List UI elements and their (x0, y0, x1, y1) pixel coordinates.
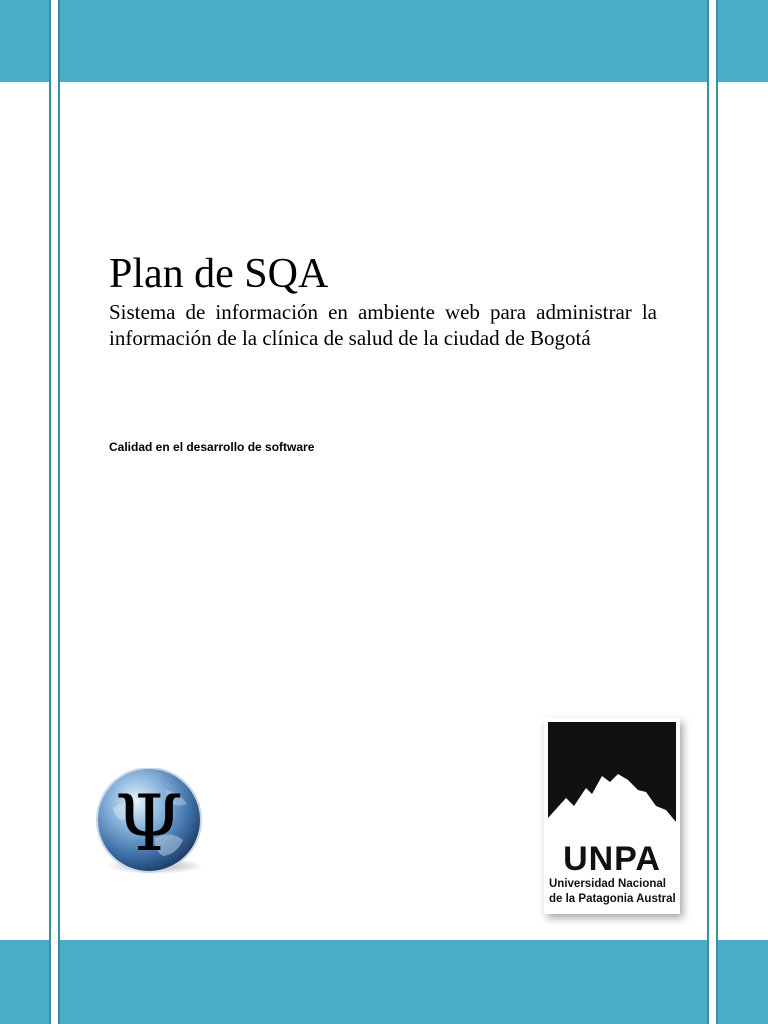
frame-line-left (49, 0, 51, 1024)
svg-text:Ψ: Ψ (114, 779, 184, 869)
frame-line-left-inner (58, 0, 60, 1024)
unpa-logo (544, 718, 680, 914)
page-subtitle: Sistema de información en ambiente web para administrar la información de la clínica de salud de la ciudad de Bogotá (109, 300, 657, 350)
unpa-name: UNPA (563, 840, 661, 878)
top-band-center (60, 0, 707, 82)
page-title: Plan de SQA (109, 251, 329, 297)
bottom-band-right (718, 940, 768, 1024)
unpa-line-2: de la Patagonia Austral (549, 893, 676, 905)
psi-globe-icon (93, 768, 213, 878)
unpa-line-1: Universidad Nacional (549, 878, 666, 890)
bottom-band-center (60, 940, 707, 1024)
frame-line-right-inner (707, 0, 709, 1024)
top-band-right (718, 0, 768, 82)
frame-line-right (716, 0, 718, 1024)
course-name: Calidad en el desarrollo de software (109, 440, 315, 454)
unpa-mountain-logo (544, 718, 680, 840)
bottom-band-left (0, 940, 49, 1024)
top-band-left (0, 0, 49, 82)
